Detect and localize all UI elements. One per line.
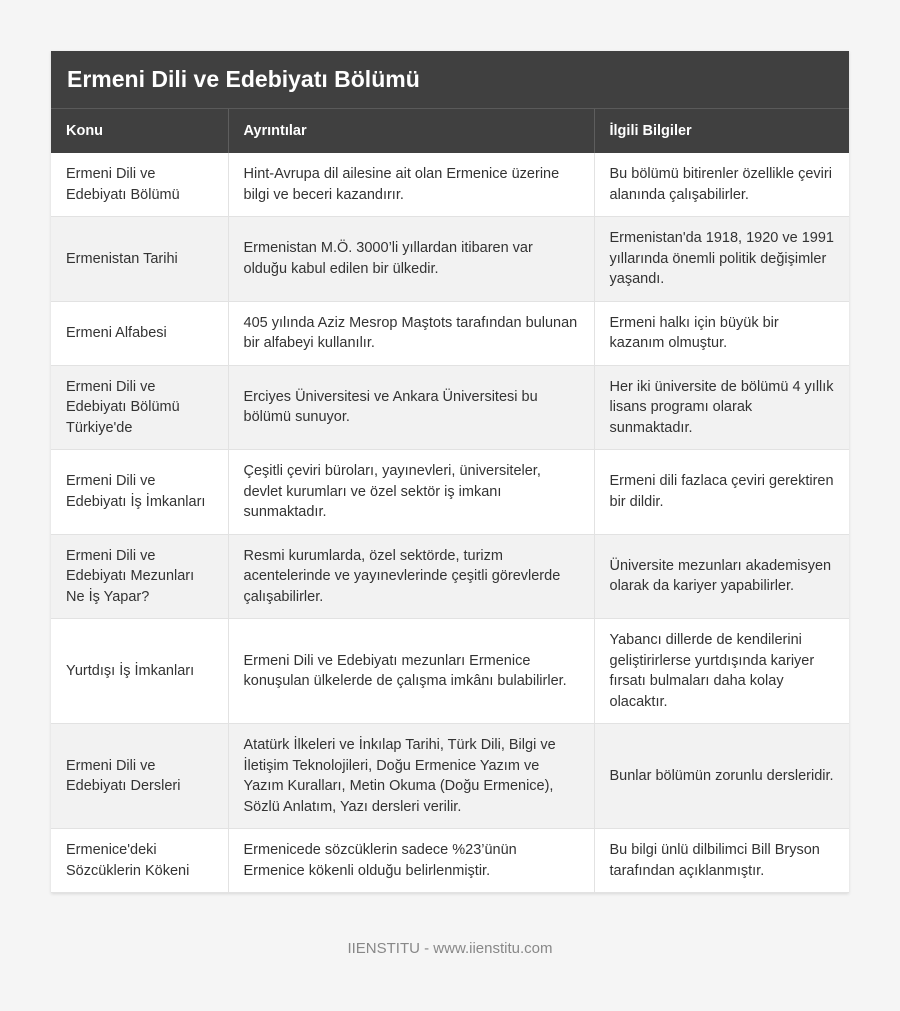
cell-konu: Ermeni Dili ve Edebiyatı Mezunları Ne İş Yapar?: [51, 534, 228, 619]
table-row: [51, 534, 849, 619]
cell-ilgili-bilgiler: Yabancı dillerde de kendilerini geliştirirlerse yurtdışında kariyer fırsatı bulmaları daha kolay olacaktır.: [594, 619, 849, 724]
table-row: [51, 153, 849, 217]
cell-ayrintilar: Ermenicede sözcüklerin sadece %23’ünün Ermenice kökenli olduğu belirlenmiştir.: [228, 829, 594, 893]
table-title: Ermeni Dili ve Edebiyatı Bölümü: [51, 51, 849, 109]
table-row: [51, 619, 849, 724]
cell-ayrintilar: 405 yılında Aziz Mesrop Maştots tarafından bulunan bir alfabeyi kullanılır.: [228, 301, 594, 365]
cell-ilgili-bilgiler: Ermeni halkı için büyük bir kazanım olmuştur.: [594, 301, 849, 365]
column-header-konu: Konu: [51, 109, 228, 153]
cell-ayrintilar: Ermeni Dili ve Edebiyatı mezunları Ermenice konuşulan ülkelerde de çalışma imkânı bulabilirler.: [228, 619, 594, 724]
header-row: [51, 109, 849, 153]
cell-konu: Ermenice'deki Sözcüklerin Kökeni: [51, 829, 228, 893]
column-header-ayrintilar: Ayrıntılar: [228, 109, 594, 153]
cell-ayrintilar: Hint-Avrupa dil ailesine ait olan Ermenice üzerine bilgi ve beceri kazandırır.: [228, 153, 594, 217]
cell-konu: Ermeni Dili ve Edebiyatı Bölümü Türkiye'de: [51, 365, 228, 450]
cell-konu: Yurtdışı İş İmkanları: [51, 619, 228, 724]
cell-ilgili-bilgiler: Bunlar bölümün zorunlu dersleridir.: [594, 724, 849, 829]
info-table: [51, 109, 849, 893]
column-header-ilgili-bilgiler: İlgili Bilgiler: [594, 109, 849, 153]
cell-konu: Ermeni Dili ve Edebiyatı İş İmkanları: [51, 450, 228, 535]
footer-credit: IIENSTITU - www.iienstitu.com: [347, 940, 553, 957]
cell-ilgili-bilgiler: Bu bölümü bitirenler özellikle çeviri alanında çalışabilirler.: [594, 153, 849, 217]
cell-ayrintilar: Resmi kurumlarda, özel sektörde, turizm acentelerinde ve yayınevlerinde çeşitli görevlerde çalışabilirler.: [228, 534, 594, 619]
cell-ilgili-bilgiler: Üniversite mezunları akademisyen olarak da kariyer yapabilirler.: [594, 534, 849, 619]
cell-konu: Ermenistan Tarihi: [51, 217, 228, 302]
info-card: [51, 51, 849, 893]
table-row: [51, 450, 849, 535]
table-row: [51, 365, 849, 450]
cell-ayrintilar: Çeşitli çeviri büroları, yayınevleri, üniversiteler, devlet kurumları ve özel sektör iş imkanı sunmaktadır.: [228, 450, 594, 535]
table-row: [51, 724, 849, 829]
cell-ayrintilar: Atatürk İlkeleri ve İnkılap Tarihi, Türk Dili, Bilgi ve İletişim Teknolojileri, Doğu Ermenice Yazım ve Yazım Kuralları, Metin Okuma (Doğu Ermenice), Sözlü Anlatım, Yazı dersleri verilir.: [228, 724, 594, 829]
cell-konu: Ermeni Alfabesi: [51, 301, 228, 365]
table-row: [51, 301, 849, 365]
cell-ayrintilar: Erciyes Üniversitesi ve Ankara Üniversitesi bu bölümü sunuyor.: [228, 365, 594, 450]
table-row: [51, 217, 849, 302]
cell-ilgili-bilgiler: Bu bilgi ünlü dilbilimci Bill Bryson tarafından açıklanmıştır.: [594, 829, 849, 893]
cell-konu: Ermeni Dili ve Edebiyatı Dersleri: [51, 724, 228, 829]
cell-ilgili-bilgiler: Her iki üniversite de bölümü 4 yıllık lisans programı olarak sunmaktadır.: [594, 365, 849, 450]
cell-ilgili-bilgiler: Ermenistan'da 1918, 1920 ve 1991 yıllarında önemli politik değişimler yaşandı.: [594, 217, 849, 302]
table-row: [51, 829, 849, 893]
cell-ayrintilar: Ermenistan M.Ö. 3000’li yıllardan itibaren var olduğu kabul edilen bir ülkedir.: [228, 217, 594, 302]
cell-konu: Ermeni Dili ve Edebiyatı Bölümü: [51, 153, 228, 217]
cell-ilgili-bilgiler: Ermeni dili fazlaca çeviri gerektiren bir dildir.: [594, 450, 849, 535]
